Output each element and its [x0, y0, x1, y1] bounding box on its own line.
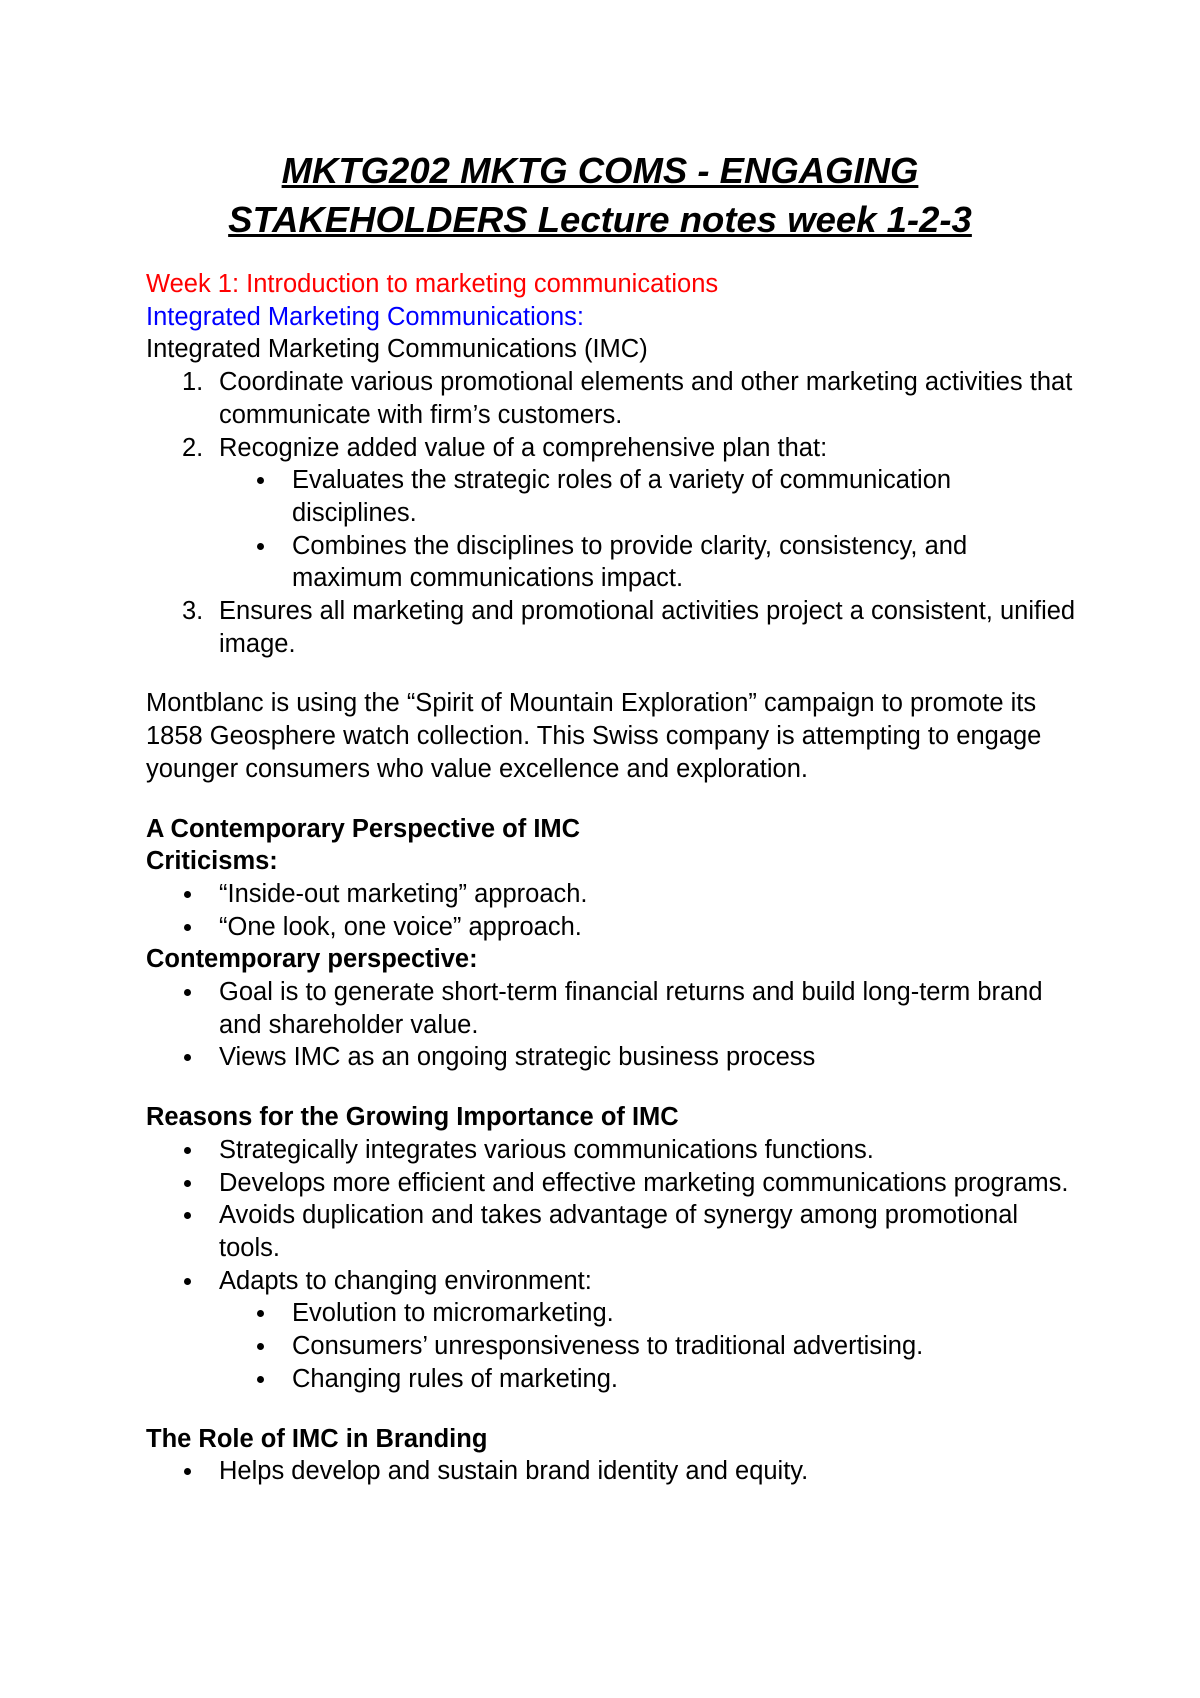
- bullet-icon: [184, 1147, 191, 1154]
- bullet-icon: [257, 1376, 264, 1383]
- document-body: [146, 268, 1076, 1488]
- sub-list-item: [146, 1363, 1076, 1396]
- title-line-2: STAKEHOLDERS Lecture notes week 1-2-3: [228, 199, 972, 240]
- bullet-icon: [184, 989, 191, 996]
- list-item: [146, 1455, 1076, 1488]
- list-item-text: Recognize added value of a comprehensive plan that:: [219, 433, 828, 462]
- bullet-icon: [257, 543, 264, 550]
- sub-list-item: [146, 530, 1076, 595]
- bullet-icon: [257, 1310, 264, 1317]
- reasons-heading: Reasons for the Growing Importance of IMC: [146, 1103, 679, 1132]
- bullet-icon: [184, 1278, 191, 1285]
- list-item-text: Evaluates the strategic roles of a variety of communication disciplines.: [292, 466, 952, 527]
- reasons-list: [146, 1134, 1076, 1396]
- list-item-text: Helps develop and sustain brand identity and equity.: [219, 1457, 809, 1486]
- list-item: [146, 1265, 1076, 1298]
- list-item: [146, 595, 1076, 660]
- bullet-icon: [184, 1180, 191, 1187]
- title-line-1: MKTG202 MKTG COMS - ENGAGING: [281, 150, 919, 191]
- list-item-text: Evolution to micromarketing.: [292, 1299, 614, 1328]
- bullet-icon: [257, 477, 264, 484]
- list-item-text: “One look, one voice” approach.: [219, 912, 582, 941]
- list-item-text: Ensures all marketing and promotional activities project a consistent, unified image.: [219, 597, 1076, 658]
- document-title: [90, 146, 1110, 244]
- contemporary-perspective-label: Contemporary perspective:: [146, 945, 478, 974]
- list-item-text: Adapts to changing environment:: [219, 1266, 592, 1295]
- contemporary-heading: A Contemporary Perspective of IMC: [146, 814, 581, 843]
- bullet-icon: [184, 1054, 191, 1061]
- list-item: [146, 432, 1076, 465]
- sub-list-item: [146, 464, 1076, 529]
- list-item: [146, 1041, 1076, 1074]
- list-item-text: Combines the disciplines to provide clarity, consistency, and maximum communications impact.: [292, 531, 968, 593]
- criticisms-label: Criticisms:: [146, 847, 278, 876]
- list-item: [146, 1134, 1076, 1167]
- bullet-icon: [184, 891, 191, 898]
- list-number: 2.: [182, 433, 204, 462]
- imc-line: Integrated Marketing Communications (IMC): [146, 335, 648, 364]
- sub-list-item: [146, 1297, 1076, 1330]
- bullet-icon: [184, 1212, 191, 1219]
- list-item-text: Avoids duplication and takes advantage of synergy among promotional tools.: [219, 1201, 1019, 1262]
- branding-list: [146, 1455, 1076, 1488]
- list-number: 3.: [182, 597, 204, 626]
- list-item-text: Develops more efficient and effective marketing communications programs.: [219, 1168, 1069, 1197]
- list-item: [146, 976, 1076, 1041]
- list-item-text: Views IMC as an ongoing strategic business process: [219, 1043, 816, 1072]
- week1-heading: Week 1: Introduction to marketing communications: [146, 270, 719, 298]
- list-item-text: “Inside-out marketing” approach.: [219, 879, 588, 908]
- bullet-icon: [184, 924, 191, 931]
- list-item-text: Consumers’ unresponsiveness to traditional advertising.: [292, 1332, 924, 1361]
- sub-list-item: [146, 1330, 1076, 1363]
- imc-numbered-list: [146, 366, 1076, 660]
- perspective-list: [146, 976, 1076, 1074]
- bullet-icon: [184, 1468, 191, 1475]
- list-number: 1.: [182, 368, 204, 397]
- list-item-text: Coordinate various promotional elements and other marketing activities that communicate with firm’s customers.: [219, 368, 1073, 429]
- list-item: [146, 366, 1076, 431]
- list-item: [146, 878, 1076, 911]
- bullet-icon: [257, 1343, 264, 1350]
- list-item: [146, 1199, 1076, 1264]
- list-item-text: Strategically integrates various communications functions.: [219, 1135, 874, 1164]
- montblanc-paragraph: Montblanc is using the “Spirit of Mountain Exploration” campaign to promote its 1858 Geosphere watch collection. This Swiss company is attempting to engage younger consumers who value excellence and exploration.: [146, 689, 1042, 783]
- list-item: [146, 1167, 1076, 1200]
- branding-heading: The Role of IMC in Branding: [146, 1424, 488, 1453]
- imc-subheading: Integrated Marketing Communications:: [146, 302, 584, 331]
- list-item-text: Goal is to generate short-term financial returns and build long-term brand and shareholder value.: [219, 978, 1043, 1039]
- list-item-text: Changing rules of marketing.: [292, 1364, 619, 1393]
- list-item: [146, 911, 1076, 944]
- criticisms-list: [146, 878, 1076, 943]
